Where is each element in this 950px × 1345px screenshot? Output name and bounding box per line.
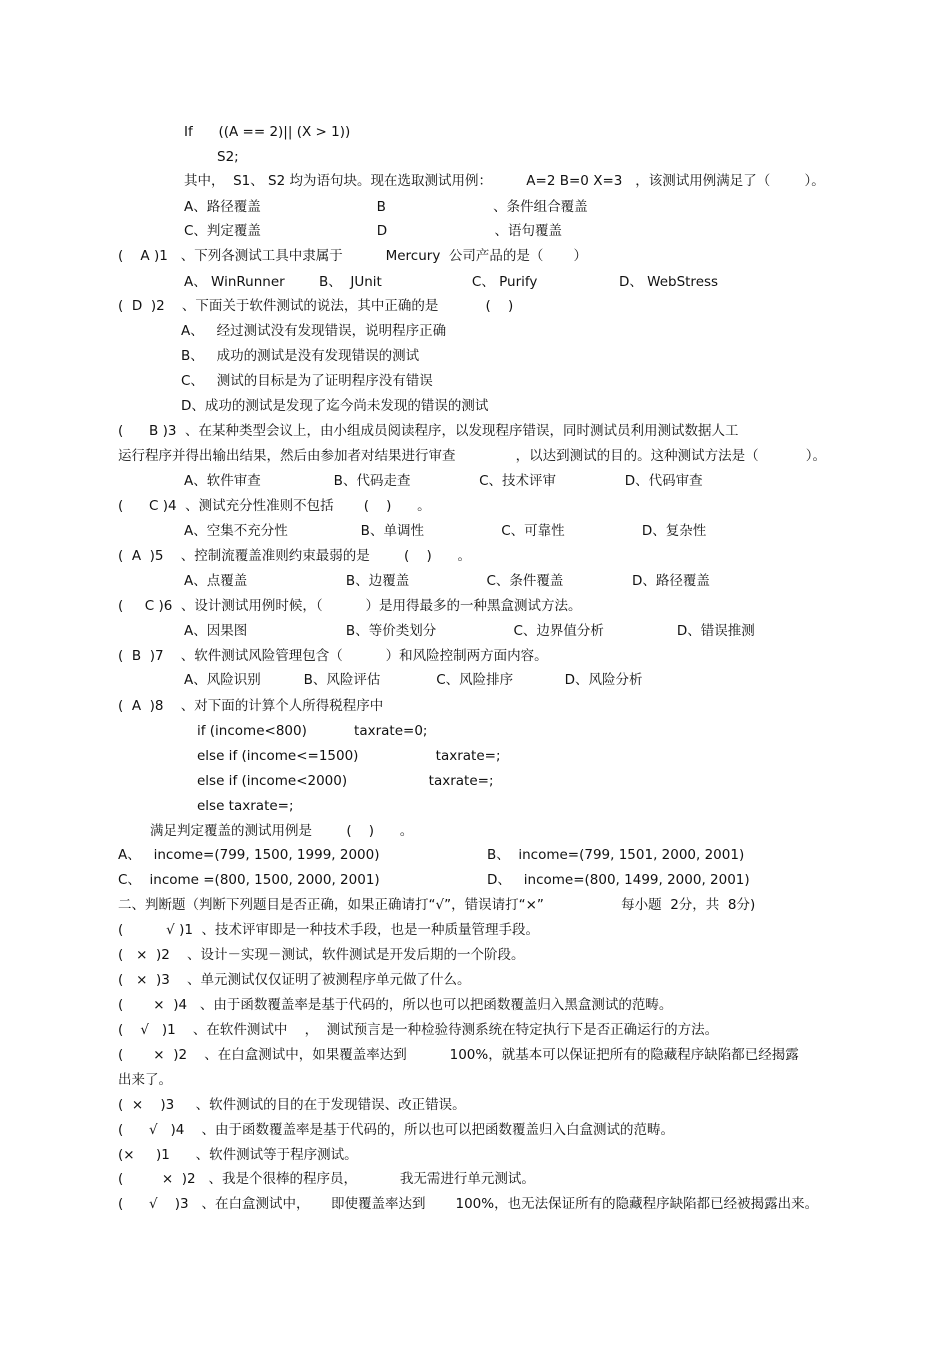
question-6: ( C )6 、设计测试用例时候，（ ）是用得最多的一种黑盒测试方法。 bbox=[118, 598, 582, 614]
option-row: A、因果图 B、等价类划分 C、边界值分析 D、错误推测 bbox=[184, 623, 755, 639]
option-b: B、 成功的测试是没有发现错误的测试 bbox=[181, 348, 420, 364]
code-line: if (income<800) taxrate=0; bbox=[197, 723, 428, 739]
option-a: A、 income=(799, 1500, 1999, 2000) bbox=[118, 847, 380, 863]
option-row: A、 WinRunner B、 JUnit C、 Purify D、 WebStress bbox=[184, 274, 719, 290]
judgement-item-cont: 出来了。 bbox=[118, 1072, 172, 1088]
option-a: A、 经过测试没有发现错误，说明程序正确 bbox=[181, 323, 447, 339]
question-4: ( C )4 、测试充分性准则不包括 ( ) 。 bbox=[118, 498, 431, 514]
option-c: C、 测试的目标是为了证明程序没有错误 bbox=[181, 373, 433, 389]
option-row: C、判定覆盖 D 、语句覆盖 bbox=[184, 223, 562, 239]
judgement-item: ( √ )4 、由于函数覆盖率是基于代码的，所以也可以把函数覆盖归入白盒测试的范畴。 bbox=[118, 1122, 675, 1138]
question-3-cont: 运行程序并得出输出结果，然后由参加者对结果进行审查 ，以达到测试的目的。这种测试方法是（ ）。 bbox=[118, 448, 827, 464]
code-line-s2: S2; bbox=[217, 149, 239, 165]
code-line: else if (income<2000) taxrate=; bbox=[197, 773, 494, 789]
question-2: ( D )2 、下面关于软件测试的说法，其中正确的是 ( ) bbox=[118, 298, 514, 314]
judgement-item: ( × )3 、单元测试仅仅证明了被测程序单元做了什么。 bbox=[118, 972, 471, 988]
option-d: D、 income=(800, 1499, 2000, 2001) bbox=[487, 872, 750, 888]
question-1: ( A )1 、下列各测试工具中隶属于 Mercury 公司产品的是（ ） bbox=[118, 248, 587, 264]
option-row: A、风险识别 B、风险评估 C、风险排序 D、风险分析 bbox=[184, 672, 643, 688]
code-line: else taxrate=; bbox=[197, 798, 294, 814]
option-row: A、路径覆盖 B 、条件组合覆盖 bbox=[184, 199, 588, 215]
judgement-item: ( × )3 、软件测试的目的在于发现错误、改正错误。 bbox=[118, 1097, 466, 1113]
code-line-if: If ((A == 2)|| (X > 1)) bbox=[184, 124, 351, 140]
judgement-item: ( √ )1 、在软件测试中 ， 测试预言是一种检验待测系统在特定执行下是否正确运行的方法。 bbox=[118, 1022, 719, 1038]
judgement-item: ( × )2 、设计－实现－测试，软件测试是开发后期的一个阶段。 bbox=[118, 947, 525, 963]
judgement-item: (× )1 、软件测试等于程序测试。 bbox=[118, 1147, 358, 1163]
judgement-item: ( × )2 、我是个很棒的程序员， 我无需进行单元测试。 bbox=[118, 1171, 535, 1187]
section-heading: 二、判断题（判断下列题目是否正确，如果正确请打“√”，错误请打“×” 每小题 2分，共 8分) bbox=[118, 897, 756, 913]
judgement-item: ( √ )3 、在白盒测试中， 即使覆盖率达到 100%，也无法保证所有的隐藏程序缺陷都已经被揭露出来。 bbox=[118, 1196, 819, 1212]
judgement-item: ( × )2 、在白盒测试中，如果覆盖率达到 100%，就基本可以保证把所有的隐藏程序缺陷都已经揭露 bbox=[118, 1047, 799, 1063]
question-7: ( B )7 、软件测试风险管理包含（ ）和风险控制两方面内容。 bbox=[118, 648, 548, 664]
question-5: ( A )5 、控制流覆盖准则约束最弱的是 ( ) 。 bbox=[118, 548, 471, 564]
judgement-item: ( √ )1 、技术评审即是一种技术手段，也是一种质量管理手段。 bbox=[118, 922, 540, 938]
option-row: A、空集不充分性 B、单调性 C、可靠性 D、复杂性 bbox=[184, 523, 707, 539]
option-b: B、 income=(799, 1501, 2000, 2001) bbox=[487, 847, 745, 863]
question-text: 其中， S1、 S2 均为语句块。现在选取测试用例： A=2 B=0 X=3 ，该测试用例满足了（ ）。 bbox=[184, 173, 825, 189]
question-8: ( A )8 、对下面的计算个人所得税程序中 bbox=[118, 698, 384, 714]
question-text: 满足判定覆盖的测试用例是 ( ) 。 bbox=[150, 823, 414, 839]
option-row: A、点覆盖 B、边覆盖 C、条件覆盖 D、路径覆盖 bbox=[184, 573, 710, 589]
option-c: C、 income =(800, 1500, 2000, 2001) bbox=[118, 872, 380, 888]
option-row: A、软件审查 B、代码走查 C、技术评审 D、代码审查 bbox=[184, 473, 703, 489]
judgement-item: ( × )4 、由于函数覆盖率是基于代码的，所以也可以把函数覆盖归入黑盒测试的范畴。 bbox=[118, 997, 673, 1013]
option-d: D、成功的测试是发现了迄今尚未发现的错误的测试 bbox=[181, 398, 489, 414]
question-3: ( B )3 、在某种类型会议上，由小组成员阅读程序，以发现程序错误，同时测试员利用测试数据人工 bbox=[118, 423, 739, 439]
code-line: else if (income<=1500) taxrate=; bbox=[197, 748, 501, 764]
